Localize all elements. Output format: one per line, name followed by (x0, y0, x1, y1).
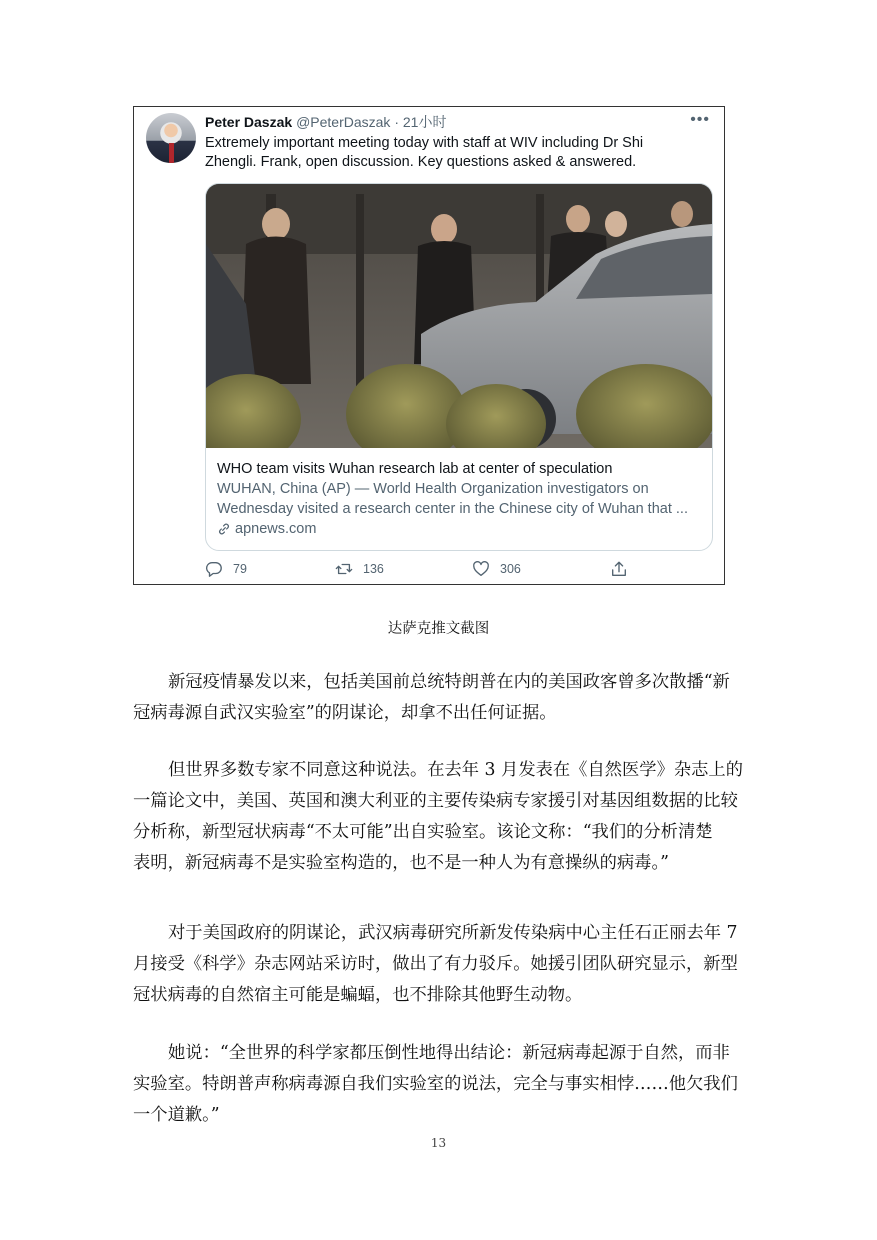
paragraph-line: 冠病毒源自武汉实验室”的阴谋论，却拿不出任何证据。 (133, 703, 557, 723)
paragraph-line: 一个道歉。” (133, 1105, 220, 1125)
paragraph-line: 表明，新冠病毒不是实验室构造的，也不是一种人为有意操纵的病毒。” (133, 853, 669, 873)
paragraph-4 (133, 1038, 745, 1131)
ellipsis-icon[interactable]: ••• (690, 111, 710, 128)
link-card[interactable] (205, 183, 713, 551)
retweet-count: 136 (363, 562, 384, 576)
card-description: WUHAN, China (AP) — World Health Organization investigators on Wednesday visited a research center in the Chinese city of Wuhan that ... (217, 481, 688, 517)
author-name[interactable]: Peter Daszak (205, 114, 293, 130)
share-button[interactable] (610, 560, 628, 578)
card-text (206, 449, 712, 539)
paragraph-line: 她说：“全世界的科学家都压倒性地得出结论：新冠病毒起源于自然，而非 (168, 1043, 730, 1063)
separator-dot: · (394, 114, 399, 130)
paragraph-line: 新冠疫情暴发以来，包括美国前总统特朗普在内的美国政客曾多次散播“新 (168, 672, 730, 692)
tweet-screenshot (133, 106, 725, 585)
avatar[interactable] (146, 113, 196, 163)
paragraph-3 (133, 918, 745, 1011)
paragraph-line: 一篇论文中，美国、英国和澳大利亚的主要传染病专家援引对基因组数据的比较 (133, 791, 738, 811)
tweet-text: Extremely important meeting today with staff at WIV including Dr Shi Zhengli. Frank, open discussion. Key questions asked & answered. (205, 135, 644, 170)
timestamp[interactable]: 21小时 (402, 114, 447, 130)
tweet-header (205, 113, 446, 131)
link-icon (217, 522, 231, 536)
paragraph-line: 月接受《科学》杂志网站采访时，做出了有力驳斥。她援引团队研究显示，新型 (133, 954, 738, 974)
heart-icon (472, 560, 490, 578)
paragraph-line: 实验室。特朗普声称病毒源自我们实验室的说法，完全与事实相悖……他欠我们 (133, 1074, 738, 1094)
card-domain-text: apnews.com (235, 521, 317, 537)
retweet-icon (335, 560, 353, 578)
share-icon (610, 560, 628, 578)
reply-button[interactable] (205, 560, 247, 578)
paragraph-1 (133, 667, 745, 729)
retweet-button[interactable] (335, 560, 384, 578)
like-count: 306 (500, 562, 521, 576)
paragraph-line: 分析称，新型冠状病毒“不太可能”出自实验室。该论文称：“我们的分析清楚 (133, 822, 713, 842)
paragraph-line: 冠状病毒的自然宿主可能是蝙蝠，也不排除其他野生动物。 (133, 985, 583, 1005)
author-handle[interactable]: @PeterDaszak (296, 114, 391, 130)
reply-icon (205, 560, 223, 578)
tweet-actions (205, 560, 645, 582)
paragraph-line: 对于美国政府的阴谋论，武汉病毒研究所新发传染病中心主任石正丽去年 7 (168, 923, 738, 943)
paragraph-2 (133, 755, 745, 879)
reply-count: 79 (233, 562, 247, 576)
figure-caption: 达萨克推文截图 (387, 621, 490, 637)
card-title[interactable]: WHO team visits Wuhan research lab at center of speculation (217, 461, 613, 477)
page-number: 13 (430, 1136, 447, 1150)
like-button[interactable] (472, 560, 521, 578)
card-photo (206, 184, 712, 448)
card-domain[interactable] (217, 519, 701, 539)
paragraph-line: 但世界多数专家不同意这种说法。在去年 3 月发表在《自然医学》杂志上的 (168, 760, 743, 780)
